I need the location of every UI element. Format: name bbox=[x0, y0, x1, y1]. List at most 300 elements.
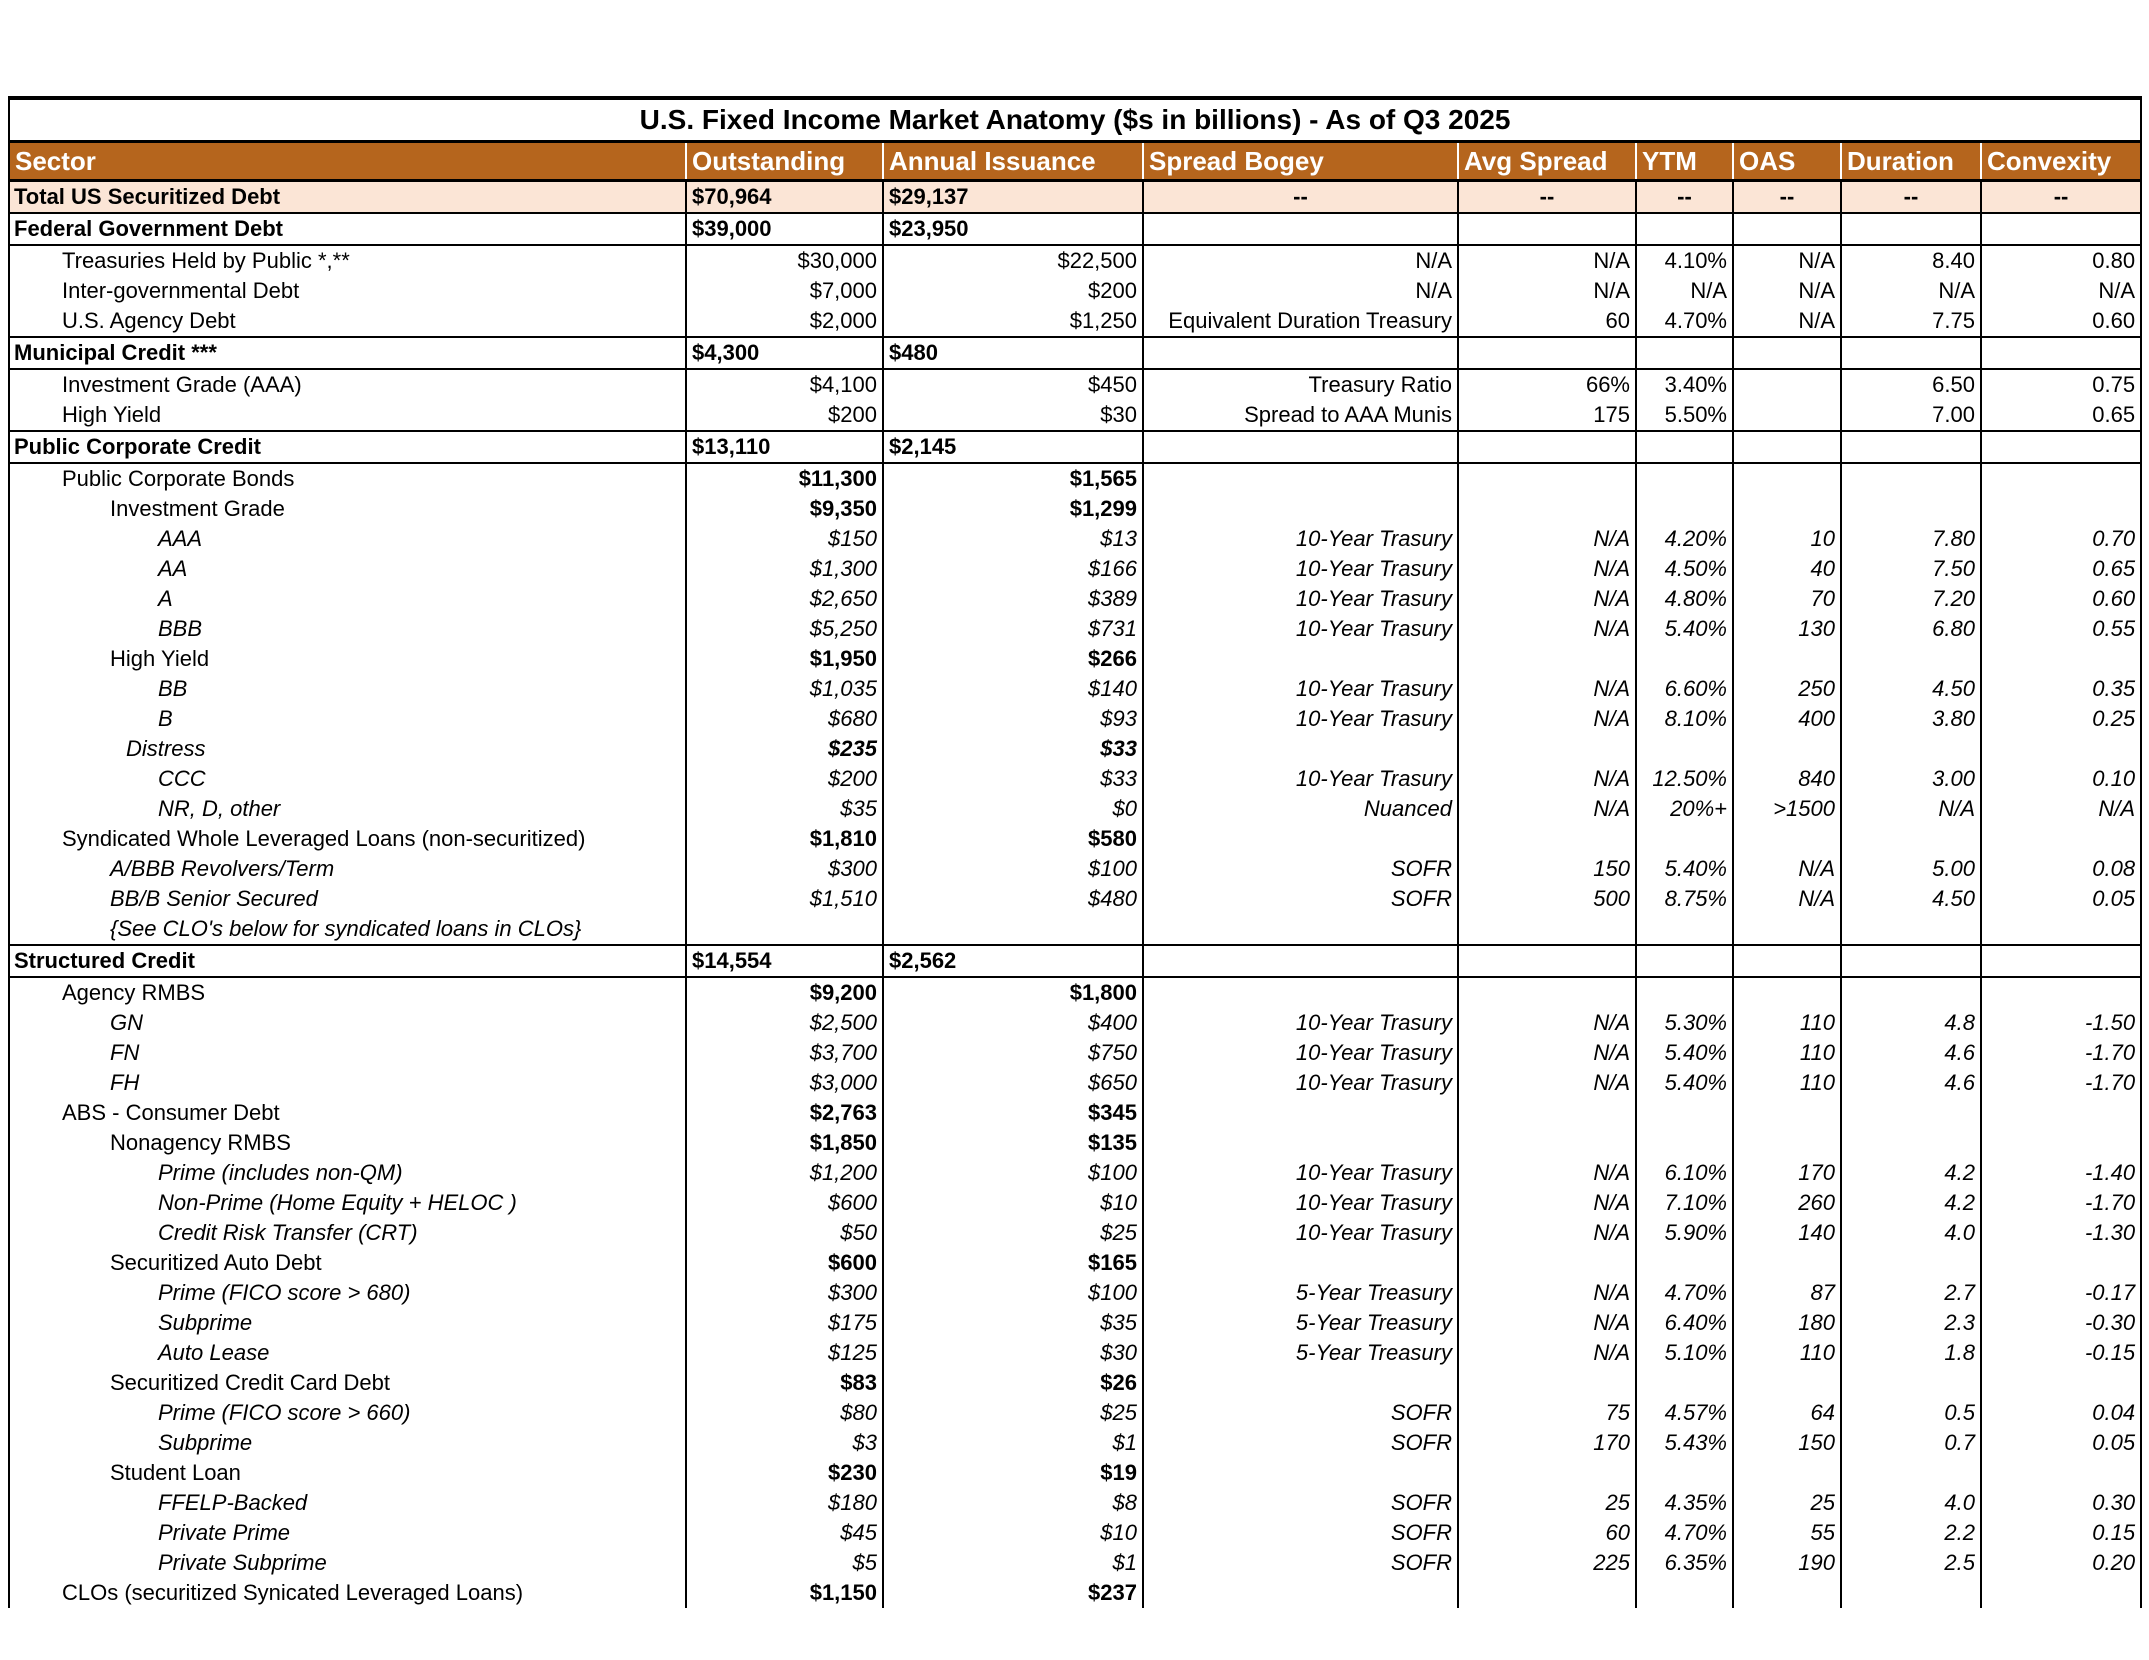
cell-oas: 110 bbox=[1733, 1068, 1841, 1098]
cell-ytm: 6.60% bbox=[1636, 674, 1733, 704]
cell-convexity: -1.50 bbox=[1981, 1008, 2141, 1038]
cell-sector: FN bbox=[9, 1038, 686, 1068]
cell-convexity: 0.70 bbox=[1981, 524, 2141, 554]
cell-convexity: N/A bbox=[1981, 276, 2141, 306]
cell-avg-spread: N/A bbox=[1458, 794, 1636, 824]
cell-duration: 5.00 bbox=[1841, 854, 1981, 884]
cell-outstanding: $70,964 bbox=[686, 181, 883, 214]
cell-convexity bbox=[1981, 494, 2141, 524]
cell-duration bbox=[1841, 977, 1981, 1008]
cell-annual-issuance: $13 bbox=[883, 524, 1143, 554]
cell-ytm: 20%+ bbox=[1636, 794, 1733, 824]
cell-outstanding: $1,035 bbox=[686, 674, 883, 704]
cell-avg-spread: N/A bbox=[1458, 704, 1636, 734]
section-row bbox=[9, 431, 2141, 463]
cell-duration: 4.6 bbox=[1841, 1068, 1981, 1098]
cell-spread-bogey: SOFR bbox=[1143, 884, 1458, 914]
cell-annual-issuance: $1 bbox=[883, 1428, 1143, 1458]
cell-duration: 6.50 bbox=[1841, 369, 1981, 400]
cell-spread-bogey: 10-Year Trasury bbox=[1143, 554, 1458, 584]
cell-sector: Agency RMBS bbox=[9, 977, 686, 1008]
cell-spread-bogey: SOFR bbox=[1143, 1518, 1458, 1548]
cell-annual-issuance: $450 bbox=[883, 369, 1143, 400]
cell-oas: 170 bbox=[1733, 1158, 1841, 1188]
cell-convexity bbox=[1981, 1248, 2141, 1278]
cell-annual-issuance: $10 bbox=[883, 1518, 1143, 1548]
cell-sector: Prime (FICO score > 660) bbox=[9, 1398, 686, 1428]
cell-duration: 0.5 bbox=[1841, 1398, 1981, 1428]
cell-duration: 2.2 bbox=[1841, 1518, 1981, 1548]
cell-annual-issuance: $100 bbox=[883, 1278, 1143, 1308]
cell-annual-issuance: $30 bbox=[883, 400, 1143, 431]
cell-convexity: -1.30 bbox=[1981, 1218, 2141, 1248]
table-row bbox=[9, 614, 2141, 644]
table-row bbox=[9, 1068, 2141, 1098]
cell-duration bbox=[1841, 337, 1981, 369]
cell-sector: Municipal Credit *** bbox=[9, 337, 686, 369]
table-row bbox=[9, 1098, 2141, 1128]
cell-avg-spread: N/A bbox=[1458, 1068, 1636, 1098]
cell-spread-bogey: 5-Year Treasury bbox=[1143, 1338, 1458, 1368]
cell-oas: 110 bbox=[1733, 1038, 1841, 1068]
cell-ytm: 4.70% bbox=[1636, 1278, 1733, 1308]
cell-spread-bogey bbox=[1143, 644, 1458, 674]
cell-ytm: 5.40% bbox=[1636, 1038, 1733, 1068]
cell-outstanding: $3,000 bbox=[686, 1068, 883, 1098]
table-row bbox=[9, 1278, 2141, 1308]
cell-annual-issuance: $345 bbox=[883, 1098, 1143, 1128]
cell-avg-spread bbox=[1458, 431, 1636, 463]
cell-sector: Structured Credit bbox=[9, 945, 686, 977]
table-row bbox=[9, 554, 2141, 584]
cell-sector: Prime (includes non-QM) bbox=[9, 1158, 686, 1188]
cell-spread-bogey: 5-Year Treasury bbox=[1143, 1308, 1458, 1338]
cell-avg-spread: 150 bbox=[1458, 854, 1636, 884]
cell-sector: Securitized Credit Card Debt bbox=[9, 1368, 686, 1398]
cell-annual-issuance: $400 bbox=[883, 1008, 1143, 1038]
cell-oas: 87 bbox=[1733, 1278, 1841, 1308]
cell-duration bbox=[1841, 431, 1981, 463]
cell-sector: Inter-governmental Debt bbox=[9, 276, 686, 306]
cell-convexity: 0.60 bbox=[1981, 306, 2141, 337]
cell-sector: Distress bbox=[9, 734, 686, 764]
cell-avg-spread bbox=[1458, 213, 1636, 245]
cell-oas bbox=[1733, 431, 1841, 463]
table-row bbox=[9, 1488, 2141, 1518]
cell-annual-issuance: $0 bbox=[883, 794, 1143, 824]
cell-convexity bbox=[1981, 1098, 2141, 1128]
col-header-outstanding: Outstanding bbox=[686, 142, 883, 181]
cell-convexity: 0.55 bbox=[1981, 614, 2141, 644]
cell-duration: 1.8 bbox=[1841, 1338, 1981, 1368]
cell-ytm bbox=[1636, 824, 1733, 854]
cell-duration: N/A bbox=[1841, 276, 1981, 306]
cell-ytm: 4.50% bbox=[1636, 554, 1733, 584]
table-row bbox=[9, 1158, 2141, 1188]
cell-duration: 7.00 bbox=[1841, 400, 1981, 431]
cell-sector: A/BBB Revolvers/Term bbox=[9, 854, 686, 884]
cell-duration: 6.80 bbox=[1841, 614, 1981, 644]
cell-avg-spread: 60 bbox=[1458, 1518, 1636, 1548]
cell-spread-bogey: SOFR bbox=[1143, 1488, 1458, 1518]
cell-sector: Private Subprime bbox=[9, 1548, 686, 1578]
cell-ytm: 5.40% bbox=[1636, 1068, 1733, 1098]
cell-avg-spread bbox=[1458, 914, 1636, 945]
cell-duration: 4.2 bbox=[1841, 1158, 1981, 1188]
total-row bbox=[9, 181, 2141, 214]
cell-duration: 2.7 bbox=[1841, 1278, 1981, 1308]
cell-ytm bbox=[1636, 644, 1733, 674]
cell-duration bbox=[1841, 1248, 1981, 1278]
cell-spread-bogey bbox=[1143, 945, 1458, 977]
cell-spread-bogey: SOFR bbox=[1143, 1398, 1458, 1428]
cell-outstanding: $200 bbox=[686, 400, 883, 431]
col-header-spread-bogey: Spread Bogey bbox=[1143, 142, 1458, 181]
cell-avg-spread: 60 bbox=[1458, 306, 1636, 337]
cell-sector: BB bbox=[9, 674, 686, 704]
cell-ytm bbox=[1636, 1248, 1733, 1278]
cell-ytm: 5.43% bbox=[1636, 1428, 1733, 1458]
header-row bbox=[9, 142, 2141, 181]
cell-ytm: 4.70% bbox=[1636, 306, 1733, 337]
cell-oas: N/A bbox=[1733, 306, 1841, 337]
cell-annual-issuance: $100 bbox=[883, 854, 1143, 884]
cell-oas: 250 bbox=[1733, 674, 1841, 704]
cell-spread-bogey: 5-Year Treasury bbox=[1143, 1278, 1458, 1308]
table-row bbox=[9, 1038, 2141, 1068]
cell-annual-issuance: $1,800 bbox=[883, 977, 1143, 1008]
table-row bbox=[9, 914, 2141, 945]
section-row bbox=[9, 213, 2141, 245]
cell-sector: FH bbox=[9, 1068, 686, 1098]
cell-oas: 110 bbox=[1733, 1338, 1841, 1368]
cell-sector: Subprime bbox=[9, 1308, 686, 1338]
cell-avg-spread bbox=[1458, 644, 1636, 674]
cell-spread-bogey bbox=[1143, 494, 1458, 524]
cell-spread-bogey: Spread to AAA Munis bbox=[1143, 400, 1458, 431]
cell-oas: 130 bbox=[1733, 614, 1841, 644]
cell-annual-issuance: $19 bbox=[883, 1458, 1143, 1488]
cell-oas: N/A bbox=[1733, 854, 1841, 884]
cell-oas: 260 bbox=[1733, 1188, 1841, 1218]
cell-outstanding: $2,650 bbox=[686, 584, 883, 614]
table-row bbox=[9, 824, 2141, 854]
cell-outstanding: $1,950 bbox=[686, 644, 883, 674]
cell-spread-bogey bbox=[1143, 463, 1458, 494]
cell-convexity: -0.30 bbox=[1981, 1308, 2141, 1338]
cell-oas: -- bbox=[1733, 181, 1841, 214]
cell-ytm: 3.40% bbox=[1636, 369, 1733, 400]
table-row bbox=[9, 463, 2141, 494]
cell-spread-bogey: N/A bbox=[1143, 245, 1458, 276]
cell-annual-issuance: $33 bbox=[883, 734, 1143, 764]
cell-spread-bogey: 10-Year Trasury bbox=[1143, 614, 1458, 644]
cell-oas: >1500 bbox=[1733, 794, 1841, 824]
cell-duration bbox=[1841, 824, 1981, 854]
cell-sector: BB/B Senior Secured bbox=[9, 884, 686, 914]
cell-annual-issuance: $135 bbox=[883, 1128, 1143, 1158]
cell-annual-issuance: $1,299 bbox=[883, 494, 1143, 524]
table-row bbox=[9, 1008, 2141, 1038]
cell-ytm bbox=[1636, 1098, 1733, 1128]
cell-oas bbox=[1733, 463, 1841, 494]
cell-outstanding: $180 bbox=[686, 1488, 883, 1518]
cell-ytm bbox=[1636, 1458, 1733, 1488]
cell-sector: NR, D, other bbox=[9, 794, 686, 824]
cell-sector: Total US Securitized Debt bbox=[9, 181, 686, 214]
cell-avg-spread bbox=[1458, 1098, 1636, 1128]
cell-oas: 70 bbox=[1733, 584, 1841, 614]
cell-duration: 8.40 bbox=[1841, 245, 1981, 276]
cell-convexity bbox=[1981, 1128, 2141, 1158]
cell-oas bbox=[1733, 1578, 1841, 1608]
cell-annual-issuance: $266 bbox=[883, 644, 1143, 674]
cell-annual-issuance: $26 bbox=[883, 1368, 1143, 1398]
cell-spread-bogey: 10-Year Trasury bbox=[1143, 1068, 1458, 1098]
cell-outstanding: $9,350 bbox=[686, 494, 883, 524]
cell-duration bbox=[1841, 945, 1981, 977]
cell-outstanding: $39,000 bbox=[686, 213, 883, 245]
cell-oas bbox=[1733, 213, 1841, 245]
table-row bbox=[9, 1518, 2141, 1548]
cell-annual-issuance: $731 bbox=[883, 614, 1143, 644]
cell-avg-spread: 25 bbox=[1458, 1488, 1636, 1518]
cell-annual-issuance: $29,137 bbox=[883, 181, 1143, 214]
cell-spread-bogey: 10-Year Trasury bbox=[1143, 704, 1458, 734]
cell-annual-issuance: $480 bbox=[883, 884, 1143, 914]
cell-oas: 180 bbox=[1733, 1308, 1841, 1338]
cell-oas: N/A bbox=[1733, 276, 1841, 306]
cell-ytm bbox=[1636, 977, 1733, 1008]
cell-avg-spread bbox=[1458, 1368, 1636, 1398]
cell-outstanding: $2,500 bbox=[686, 1008, 883, 1038]
cell-avg-spread: N/A bbox=[1458, 1218, 1636, 1248]
cell-sector: High Yield bbox=[9, 644, 686, 674]
cell-convexity: 0.04 bbox=[1981, 1398, 2141, 1428]
cell-annual-issuance: $1,250 bbox=[883, 306, 1143, 337]
cell-convexity bbox=[1981, 463, 2141, 494]
col-header-sector: Sector bbox=[9, 142, 686, 181]
col-header-duration: Duration bbox=[1841, 142, 1981, 181]
cell-avg-spread bbox=[1458, 977, 1636, 1008]
cell-convexity: 0.05 bbox=[1981, 1428, 2141, 1458]
cell-ytm bbox=[1636, 1578, 1733, 1608]
cell-convexity bbox=[1981, 213, 2141, 245]
cell-ytm: 4.35% bbox=[1636, 1488, 1733, 1518]
cell-spread-bogey: SOFR bbox=[1143, 854, 1458, 884]
cell-avg-spread bbox=[1458, 1128, 1636, 1158]
cell-ytm: 4.80% bbox=[1636, 584, 1733, 614]
cell-ytm bbox=[1636, 463, 1733, 494]
cell-annual-issuance: $1 bbox=[883, 1548, 1143, 1578]
cell-duration: 7.50 bbox=[1841, 554, 1981, 584]
cell-convexity: 0.05 bbox=[1981, 884, 2141, 914]
cell-sector: Investment Grade (AAA) bbox=[9, 369, 686, 400]
cell-annual-issuance: $30 bbox=[883, 1338, 1143, 1368]
cell-spread-bogey: 10-Year Trasury bbox=[1143, 1038, 1458, 1068]
table-row bbox=[9, 1398, 2141, 1428]
cell-outstanding: $45 bbox=[686, 1518, 883, 1548]
cell-duration: 3.80 bbox=[1841, 704, 1981, 734]
cell-convexity bbox=[1981, 644, 2141, 674]
cell-avg-spread: N/A bbox=[1458, 524, 1636, 554]
cell-annual-issuance: $580 bbox=[883, 824, 1143, 854]
cell-oas: 64 bbox=[1733, 1398, 1841, 1428]
table-row bbox=[9, 1338, 2141, 1368]
cell-ytm bbox=[1636, 1128, 1733, 1158]
cell-sector: Student Loan bbox=[9, 1458, 686, 1488]
cell-sector: Investment Grade bbox=[9, 494, 686, 524]
cell-avg-spread: 170 bbox=[1458, 1428, 1636, 1458]
cell-avg-spread: N/A bbox=[1458, 1308, 1636, 1338]
cell-outstanding: $1,300 bbox=[686, 554, 883, 584]
cell-spread-bogey bbox=[1143, 337, 1458, 369]
cell-avg-spread: N/A bbox=[1458, 1188, 1636, 1218]
cell-convexity bbox=[1981, 734, 2141, 764]
cell-outstanding: $680 bbox=[686, 704, 883, 734]
table-row bbox=[9, 369, 2141, 400]
table-row bbox=[9, 1128, 2141, 1158]
cell-duration: 4.0 bbox=[1841, 1488, 1981, 1518]
cell-spread-bogey bbox=[1143, 431, 1458, 463]
cell-annual-issuance: $140 bbox=[883, 674, 1143, 704]
col-header-avg-spread: Avg Spread bbox=[1458, 142, 1636, 181]
cell-outstanding: $80 bbox=[686, 1398, 883, 1428]
cell-avg-spread: 75 bbox=[1458, 1398, 1636, 1428]
cell-outstanding: $14,554 bbox=[686, 945, 883, 977]
cell-annual-issuance: $480 bbox=[883, 337, 1143, 369]
cell-spread-bogey: 10-Year Trasury bbox=[1143, 764, 1458, 794]
cell-outstanding: $2,000 bbox=[686, 306, 883, 337]
cell-oas bbox=[1733, 945, 1841, 977]
title-row bbox=[9, 98, 2141, 142]
cell-sector: Syndicated Whole Leveraged Loans (non-securitized) bbox=[9, 824, 686, 854]
cell-duration bbox=[1841, 644, 1981, 674]
cell-oas bbox=[1733, 824, 1841, 854]
cell-oas: 400 bbox=[1733, 704, 1841, 734]
cell-duration bbox=[1841, 213, 1981, 245]
cell-oas bbox=[1733, 337, 1841, 369]
cell-ytm bbox=[1636, 494, 1733, 524]
cell-sector: BBB bbox=[9, 614, 686, 644]
cell-oas: 110 bbox=[1733, 1008, 1841, 1038]
cell-avg-spread: N/A bbox=[1458, 614, 1636, 644]
cell-annual-issuance: $33 bbox=[883, 764, 1143, 794]
cell-convexity: 0.30 bbox=[1981, 1488, 2141, 1518]
cell-outstanding: $230 bbox=[686, 1458, 883, 1488]
cell-sector: Securitized Auto Debt bbox=[9, 1248, 686, 1278]
cell-outstanding: $600 bbox=[686, 1248, 883, 1278]
cell-ytm: 4.10% bbox=[1636, 245, 1733, 276]
cell-spread-bogey: 10-Year Trasury bbox=[1143, 584, 1458, 614]
cell-duration bbox=[1841, 914, 1981, 945]
cell-convexity: 0.35 bbox=[1981, 674, 2141, 704]
cell-spread-bogey: 10-Year Trasury bbox=[1143, 1158, 1458, 1188]
cell-oas bbox=[1733, 644, 1841, 674]
cell-annual-issuance: $237 bbox=[883, 1578, 1143, 1608]
cell-sector: Auto Lease bbox=[9, 1338, 686, 1368]
cell-annual-issuance: $8 bbox=[883, 1488, 1143, 1518]
cell-avg-spread bbox=[1458, 824, 1636, 854]
cell-avg-spread: N/A bbox=[1458, 584, 1636, 614]
market-anatomy-table bbox=[8, 96, 2142, 1608]
cell-oas bbox=[1733, 1128, 1841, 1158]
cell-spread-bogey: SOFR bbox=[1143, 1548, 1458, 1578]
cell-ytm bbox=[1636, 945, 1733, 977]
table-row bbox=[9, 1368, 2141, 1398]
table-row bbox=[9, 734, 2141, 764]
table-row bbox=[9, 1458, 2141, 1488]
cell-duration: 2.5 bbox=[1841, 1548, 1981, 1578]
cell-sector: Treasuries Held by Public *,** bbox=[9, 245, 686, 276]
cell-outstanding: $35 bbox=[686, 794, 883, 824]
cell-annual-issuance: $93 bbox=[883, 704, 1143, 734]
cell-convexity: 0.20 bbox=[1981, 1548, 2141, 1578]
cell-spread-bogey: 10-Year Trasury bbox=[1143, 674, 1458, 704]
cell-annual-issuance: $1,565 bbox=[883, 463, 1143, 494]
cell-outstanding: $1,200 bbox=[686, 1158, 883, 1188]
cell-convexity bbox=[1981, 977, 2141, 1008]
cell-convexity: 0.60 bbox=[1981, 584, 2141, 614]
cell-oas bbox=[1733, 400, 1841, 431]
cell-ytm: 4.70% bbox=[1636, 1518, 1733, 1548]
cell-spread-bogey: N/A bbox=[1143, 276, 1458, 306]
cell-avg-spread bbox=[1458, 463, 1636, 494]
col-header-oas: OAS bbox=[1733, 142, 1841, 181]
table-row bbox=[9, 764, 2141, 794]
cell-ytm: 12.50% bbox=[1636, 764, 1733, 794]
cell-sector: High Yield bbox=[9, 400, 686, 431]
cell-convexity: -1.40 bbox=[1981, 1158, 2141, 1188]
table-row bbox=[9, 584, 2141, 614]
cell-ytm: 6.10% bbox=[1636, 1158, 1733, 1188]
cell-ytm: 6.40% bbox=[1636, 1308, 1733, 1338]
cell-outstanding: $1,850 bbox=[686, 1128, 883, 1158]
cell-outstanding: $1,810 bbox=[686, 824, 883, 854]
cell-duration: 4.2 bbox=[1841, 1188, 1981, 1218]
cell-outstanding: $30,000 bbox=[686, 245, 883, 276]
cell-convexity: 0.25 bbox=[1981, 704, 2141, 734]
cell-ytm bbox=[1636, 734, 1733, 764]
table-row bbox=[9, 1308, 2141, 1338]
cell-spread-bogey bbox=[1143, 1578, 1458, 1608]
cell-avg-spread: N/A bbox=[1458, 1008, 1636, 1038]
cell-spread-bogey: Treasury Ratio bbox=[1143, 369, 1458, 400]
cell-ytm: 7.10% bbox=[1636, 1188, 1733, 1218]
cell-spread-bogey bbox=[1143, 824, 1458, 854]
table-row bbox=[9, 245, 2141, 276]
cell-oas bbox=[1733, 734, 1841, 764]
cell-spread-bogey: 10-Year Trasury bbox=[1143, 1188, 1458, 1218]
cell-avg-spread: N/A bbox=[1458, 1338, 1636, 1368]
cell-outstanding: $7,000 bbox=[686, 276, 883, 306]
cell-oas bbox=[1733, 1248, 1841, 1278]
cell-convexity bbox=[1981, 337, 2141, 369]
cell-oas: 840 bbox=[1733, 764, 1841, 794]
cell-avg-spread: N/A bbox=[1458, 1038, 1636, 1068]
cell-outstanding: $1,510 bbox=[686, 884, 883, 914]
cell-spread-bogey: SOFR bbox=[1143, 1428, 1458, 1458]
cell-sector: FFELP-Backed bbox=[9, 1488, 686, 1518]
table-row bbox=[9, 494, 2141, 524]
cell-annual-issuance: $25 bbox=[883, 1398, 1143, 1428]
cell-convexity bbox=[1981, 1368, 2141, 1398]
cell-sector: Prime (FICO score > 680) bbox=[9, 1278, 686, 1308]
cell-oas: 150 bbox=[1733, 1428, 1841, 1458]
cell-spread-bogey bbox=[1143, 1128, 1458, 1158]
cell-sector: GN bbox=[9, 1008, 686, 1038]
col-header-ytm: YTM bbox=[1636, 142, 1733, 181]
